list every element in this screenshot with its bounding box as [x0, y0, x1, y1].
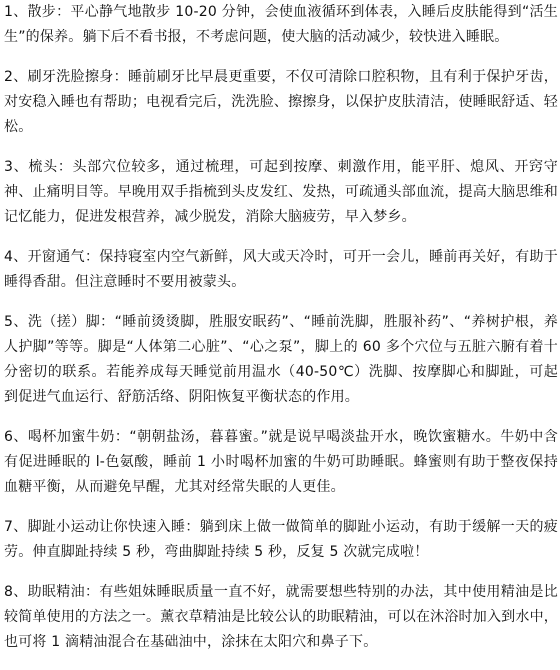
paragraph-foot-washing: 5、洗（搓）脚：“睡前烫烫脚，胜服安眠药”、“睡前洗脚，胜服补药”、“养树护根，养人护脚”等等。脚是“人体第二心脏”、“心之泵”，脚上的 60 多个穴位与五脏六腑有着十分密切的联系。若能养成每天睡觉前用温水（40-50℃）洗脚、按摩脚心和脚趾，可起到促进气血运行、舒筋活络、阴阳恢复平衡状态的作用。	[4, 314, 558, 405]
paragraph-brushing-washing: 2、刷牙洗脸擦身：睡前刷牙比早晨更重要，不仅可清除口腔积物，且有利于保护牙齿，对安稳入睡也有帮助；电视看完后，洗洗脸、擦擦身，以保护皮肤清洁，使睡眠舒适、轻松。	[4, 69, 558, 135]
paragraph-ventilation: 4、开窗通气：保持寝室内空气新鲜，风大或天冷时，可开一会儿，睡前再关好，有助于睡得香甜。但注意睡时不要用被蒙头。	[4, 249, 558, 290]
paragraph-toe-exercise: 7、脚趾小运动让你快速入睡：躺到床上做一做简单的脚趾小运动，有助于缓解一天的疲劳。伸直脚趾持续 5 秒，弯曲脚趾持续 5 秒，反复 5 次就完成啦！	[4, 519, 558, 560]
paragraph-combing: 3、梳头：头部穴位较多，通过梳理，可起到按摩、刺激作用，能平肝、熄风、开窍守神、止痛明目等。早晚用双手指梳到头皮发红、发热，可疏通头部血流，提高大脑思维和记忆能力，促进发根营养，减少脱发，消除大脑疲劳，早入梦乡。	[4, 159, 558, 225]
paragraph-walking: 1、散步：平心静气地散步 10-20 分钟，会使血液循环到体表，入睡后皮肤能得到“活生生”的保养。躺下后不看书报，不考虑问题，使大脑的活动减少，较快进入睡眠。	[4, 4, 558, 45]
paragraph-honey-milk: 6、喝杯加蜜牛奶：“朝朝盐汤，暮暮蜜。”就是说早喝淡盐开水，晚饮蜜糖水。牛奶中含有促进睡眠的 l-色氨酸，睡前 1 小时喝杯加蜜的牛奶可助睡眠。蜂蜜则有助于整夜保持血糖平衡，从而避免早醒，尤其对经常失眠的人更佳。	[4, 429, 558, 495]
paragraph-essential-oil: 8、助眠精油：有些姐妹睡眠质量一直不好，就需要想些特别的办法，其中使用精油是比较简单使用的方法之一。薰衣草精油是比较公认的助眠精油，可以在沐浴时加入到水中，也可将 1 滴精油混合在基础油中，涂抹在太阳穴和鼻子下。	[4, 584, 558, 650]
article-body	[4, 0, 558, 670]
